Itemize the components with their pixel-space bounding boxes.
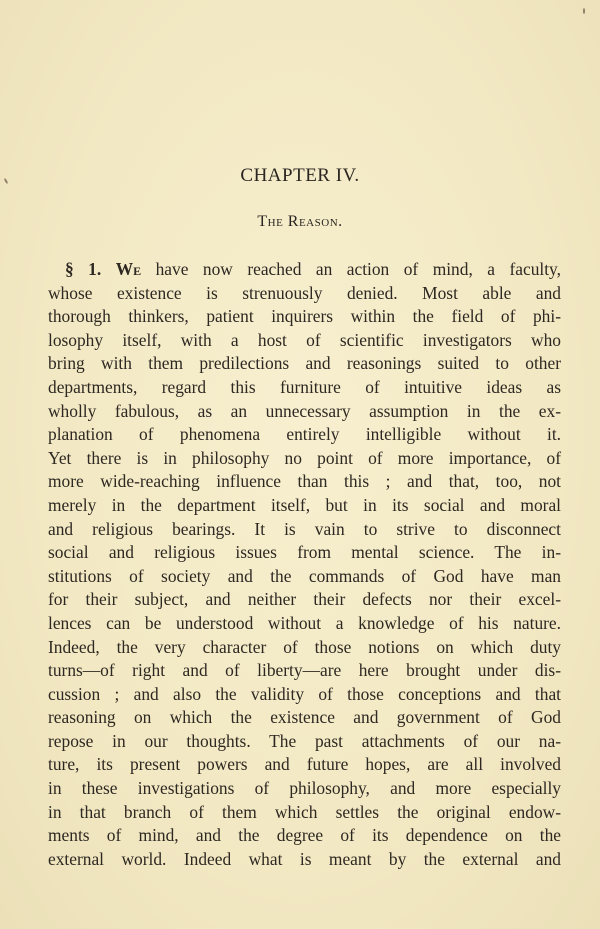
section-mark: § 1. — [65, 259, 102, 279]
text-line: turns—of right and of liberty—are here brought under dis- — [48, 660, 561, 681]
text-line: departments, regard this furniture of intuitive ideas as — [48, 376, 561, 397]
text-line: Yet there is in philosophy no point of more importance, of — [48, 447, 561, 468]
text-line: more wide-reaching influence than this ; and that, too, not — [48, 471, 561, 492]
text-line: thorough thinkers, patient inquirers within the field of phi- — [48, 306, 561, 327]
text-line: social and religious issues from mental science. The in- — [48, 542, 561, 563]
chapter-title: CHAPTER IV. — [240, 165, 360, 186]
text-line: reasoning on which the existence and government of God — [48, 707, 561, 728]
text-line: merely in the department itself, but in its social and moral — [48, 494, 561, 515]
text-line: ture, its present powers and future hopes, are all involved — [48, 754, 561, 775]
text-line: wholly fabulous, as an unnecessary assumption in the ex- — [48, 400, 561, 421]
text-line: Indeed, the very character of those notions on which duty — [48, 636, 561, 657]
text-line: bring with them predilections and reasonings suited to other — [48, 353, 561, 374]
page-blemish — [583, 8, 585, 14]
opening-word: We — [115, 259, 142, 279]
text-line: losophy itself, with a host of scientific investigators who — [48, 329, 561, 350]
text-line: external world. Indeed what is meant by the external and — [48, 848, 561, 869]
text-line: planation of phenomena entirely intelligible without it. — [48, 424, 561, 445]
text-line: and religious bearings. It is vain to strive to disconnect — [48, 518, 561, 539]
text-line: cussion ; and also the validity of those conceptions and that — [48, 683, 561, 704]
text-line: stitutions of society and the commands of God have man — [48, 565, 561, 586]
paragraph-body — [48, 258, 561, 871]
text-line-content: have now reached an action of mind, a faculty, — [155, 259, 561, 279]
text-line: in these investigations of philosophy, and more especially — [48, 778, 561, 799]
text-line: for their subject, and neither their defects nor their excel- — [48, 589, 561, 610]
text-line: lences can be understood without a knowledge of his nature. — [48, 612, 561, 633]
text-line — [48, 258, 561, 282]
text-line: in that branch of them which settles the original endow- — [48, 801, 561, 822]
text-line: repose in our thoughts. The past attachments of our na- — [48, 730, 561, 751]
text-line: whose existence is strenuously denied. Most able and — [48, 282, 561, 303]
section-title: The Reason. — [257, 213, 343, 230]
text-line: ments of mind, and the degree of its dependence on the — [48, 825, 561, 846]
